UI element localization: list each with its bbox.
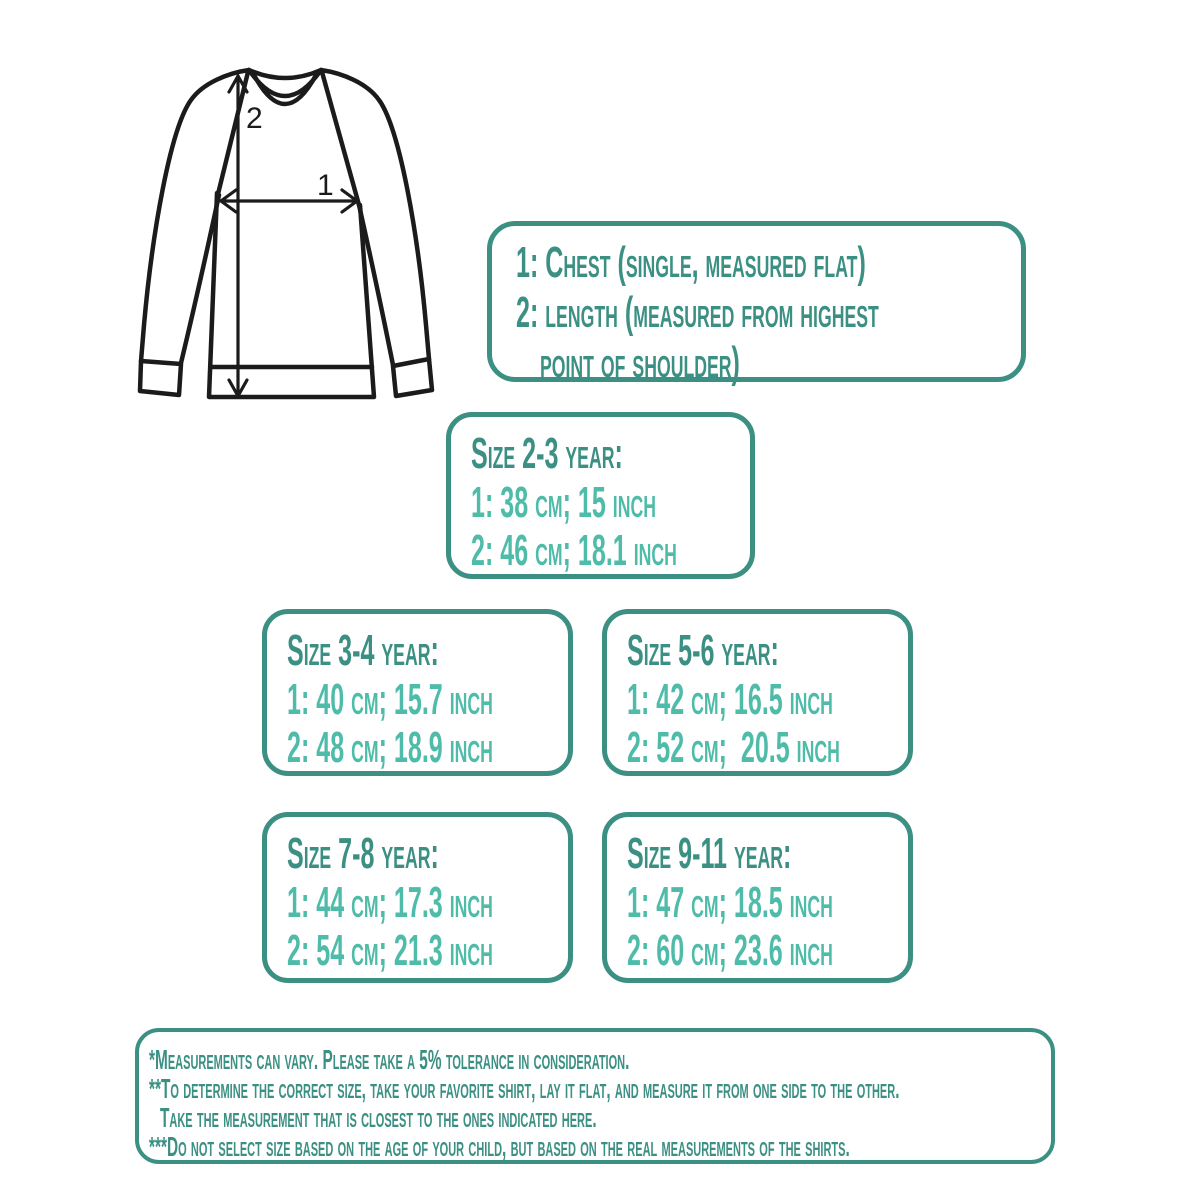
size-box-9-11-year	[602, 812, 913, 983]
legend-line-length: 2: length (measured from highest	[516, 288, 879, 337]
size-title: Size 7-8 year:	[287, 829, 439, 878]
note-measure-instructions-cont: Take the measurement that is closest to the ones indicated here.	[160, 1102, 597, 1133]
notes-box	[135, 1028, 1055, 1164]
size-box-7-8-year	[262, 812, 573, 983]
legend-line-chest: 1: Chest (single, measured flat)	[516, 238, 866, 287]
shirt-outline	[140, 70, 432, 397]
size-length-value: 2: 54 cm; 21.3 inch	[287, 926, 493, 975]
note-tolerance: *Measurements can vary. Please take a 5% tolerance in consideration.	[149, 1044, 630, 1075]
chest-arrow	[221, 190, 357, 212]
note-measure-instructions: **To determine the correct size, take your favorite shirt, lay it flat, and measure it from one side to the other.	[149, 1073, 900, 1104]
size-length-value: 2: 48 cm; 18.9 inch	[287, 723, 493, 772]
chest-arrow-label: 1	[317, 169, 334, 202]
size-chest-value: 1: 40 cm; 15.7 inch	[287, 675, 493, 724]
measurement-legend-box	[487, 221, 1026, 387]
size-chest-value: 1: 47 cm; 18.5 inch	[627, 878, 833, 927]
size-title: Size 3-4 year:	[287, 626, 439, 675]
size-length-value: 2: 52 cm; 20.5 inch	[627, 723, 840, 772]
size-length-value: 2: 46 cm; 18.1 inch	[471, 526, 677, 575]
size-box-5-6-year	[602, 609, 913, 776]
size-chest-value: 1: 42 cm; 16.5 inch	[627, 675, 833, 724]
shirt-diagram	[115, 45, 465, 435]
legend-line-length-cont: point of shoulder)	[539, 338, 740, 387]
length-arrow-label: 2	[246, 102, 263, 135]
size-box-3-4-year	[262, 609, 573, 776]
length-arrow	[229, 76, 247, 396]
size-box-2-3-year	[446, 412, 755, 579]
size-title: Size 2-3 year:	[471, 429, 623, 478]
size-chest-value: 1: 38 cm; 15 inch	[471, 478, 656, 527]
size-length-value: 2: 60 cm; 23.6 inch	[627, 926, 833, 975]
size-title: Size 9-11 year:	[627, 829, 792, 878]
note-age-warning: ***Do not select size based on the age of your child, but based on the real measurements of the shirts.	[149, 1131, 850, 1162]
size-title: Size 5-6 year:	[627, 626, 779, 675]
size-chest-value: 1: 44 cm; 17.3 inch	[287, 878, 493, 927]
